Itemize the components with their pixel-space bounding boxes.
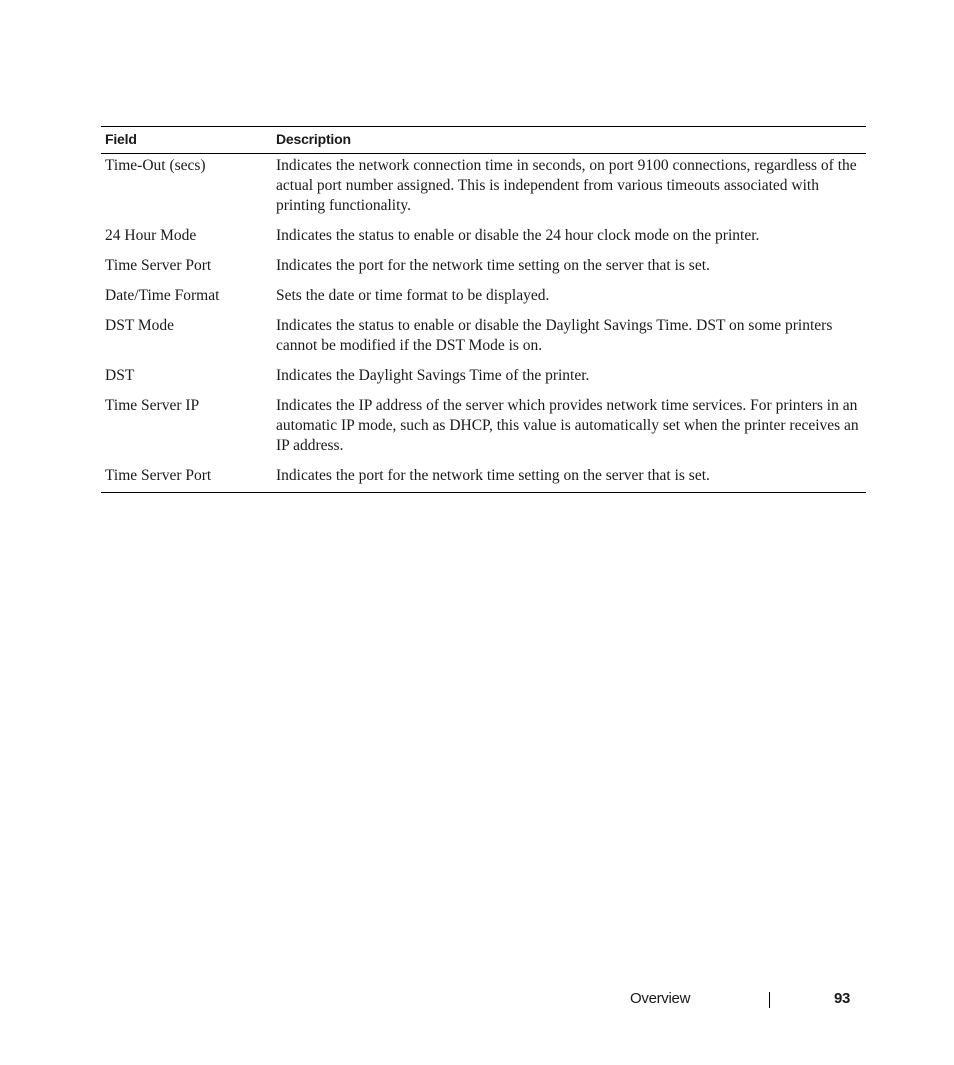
table-row <box>101 284 866 314</box>
table-row <box>101 154 866 225</box>
description-cell: Indicates the port for the network time setting on the server that is set. <box>276 257 710 274</box>
description-cell: Indicates the port for the network time setting on the server that is set. <box>276 467 710 484</box>
page-number: 93 <box>834 990 851 1007</box>
field-description-table <box>101 126 866 493</box>
footer-section-title: Overview <box>630 990 691 1007</box>
field-cell: Time Server Port <box>105 257 212 274</box>
table-row <box>101 464 866 493</box>
page-footer <box>0 990 954 1012</box>
table-header-row <box>101 127 866 154</box>
description-cell: Sets the date or time format to be displayed. <box>276 287 550 304</box>
table-row <box>101 254 866 284</box>
footer-divider <box>769 992 770 1008</box>
field-cell: 24 Hour Mode <box>105 227 197 244</box>
table-row <box>101 314 866 364</box>
field-cell: DST Mode <box>105 317 175 334</box>
field-cell: Time-Out (secs) <box>105 157 206 174</box>
field-cell: Time Server Port <box>105 467 212 484</box>
field-cell: DST <box>105 367 135 384</box>
table-row <box>101 364 866 394</box>
field-cell: Time Server IP <box>105 397 200 414</box>
header-description: Description <box>272 127 866 154</box>
field-cell: Date/Time Format <box>105 287 220 304</box>
description-cell: Indicates the Daylight Savings Time of the printer. <box>276 367 590 384</box>
description-cell: Indicates the network connection time in seconds, on port 9100 connections, regardless of the actual port number assigned. This is independent from various timeouts associated with printing functionality. <box>276 157 857 214</box>
description-cell: Indicates the status to enable or disable the 24 hour clock mode on the printer. <box>276 227 760 244</box>
description-cell: Indicates the IP address of the server which provides network time services. For printers in an automatic IP mode, such as DHCP, this value is automatically set when the printer receives an IP address. <box>276 397 859 454</box>
header-field: Field <box>101 127 272 154</box>
table-row <box>101 394 866 464</box>
description-cell: Indicates the status to enable or disable the Daylight Savings Time. DST on some printers cannot be modified if the DST Mode is on. <box>276 317 833 354</box>
table-row <box>101 224 866 254</box>
